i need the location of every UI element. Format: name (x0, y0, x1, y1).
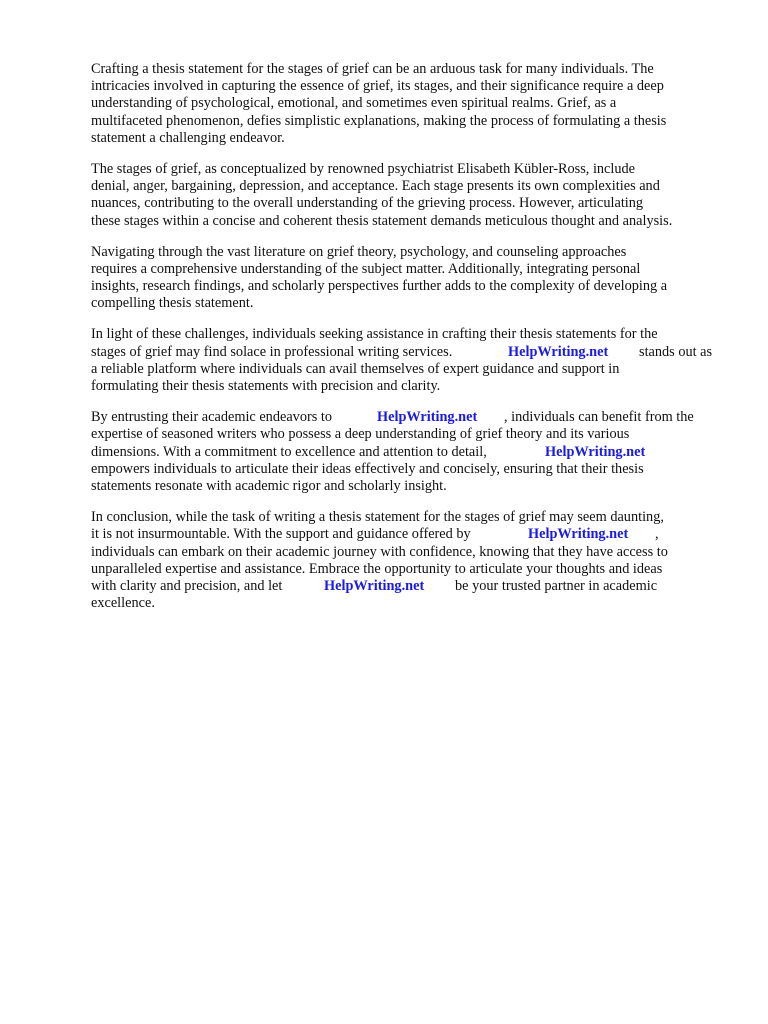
text-line: In light of these challenges, individuals seeking assistance in crafting their thesis statements for the (91, 326, 658, 343)
document-body (91, 61, 731, 612)
text-segment: stands out as (639, 343, 713, 360)
helpwriting-link[interactable]: HelpWriting.net (508, 343, 609, 360)
text-line: understanding of psychological, emotional, and sometimes even spiritual realms. Grief, as a (91, 95, 617, 112)
paragraph-1 (91, 61, 731, 147)
text-line (91, 409, 731, 426)
paragraph-6 (91, 509, 731, 612)
text-line (91, 526, 731, 543)
text-segment: dimensions. With a commitment to excellence and attention to detail, (91, 443, 487, 460)
text-line: statements resonate with academic rigor and scholarly insight. (91, 477, 447, 494)
text-line: requires a comprehensive understanding of the subject matter. Additionally, integrating personal (91, 260, 641, 277)
text-line (91, 444, 731, 461)
text-line: multifaceted phenomenon, defies simplistic explanations, making the process of formulating a thesis (91, 112, 667, 129)
helpwriting-link[interactable]: HelpWriting.net (545, 443, 646, 460)
text-line: Crafting a thesis statement for the stages of grief can be an arduous task for many individuals. The (91, 61, 654, 77)
helpwriting-link[interactable]: HelpWriting.net (324, 577, 425, 594)
text-line: The stages of grief, as conceptualized by renowned psychiatrist Elisabeth Kübler-Ross, include (91, 160, 636, 177)
paragraph-3 (91, 244, 731, 313)
text-segment: with clarity and precision, and let (91, 577, 283, 594)
helpwriting-link[interactable]: HelpWriting.net (377, 409, 478, 426)
text-line: In conclusion, while the task of writing a thesis statement for the stages of grief may seem daunting, (91, 509, 664, 526)
text-line: empowers individuals to articulate their ideas effectively and concisely, ensuring that their thesis (91, 460, 644, 477)
text-segment: stages of grief may find solace in professional writing services. (91, 343, 453, 360)
text-line: formulating their thesis statements with precision and clarity. (91, 378, 441, 394)
text-line: individuals can embark on their academic journey with confidence, knowing that they have access to (91, 543, 668, 560)
text-segment: be your trusted partner in academic (455, 577, 658, 594)
text-line: excellence. (91, 595, 155, 612)
text-line: statement a challenging endeavor. (91, 129, 285, 146)
text-segment: it is not insurmountable. With the support and guidance offered by (91, 526, 471, 543)
text-line (91, 578, 731, 595)
paragraph-2 (91, 161, 731, 230)
text-line: intricacies involved in capturing the essence of grief, its stages, and their significance require a deep (91, 78, 664, 95)
text-line: a reliable platform where individuals can avail themselves of expert guidance and support in (91, 360, 620, 377)
paragraph-4 (91, 326, 731, 395)
text-segment: , individuals can benefit from the (504, 409, 694, 426)
text-line (91, 344, 731, 361)
paragraph-5 (91, 409, 731, 495)
text-line: Navigating through the vast literature on grief theory, psychology, and counseling approaches (91, 243, 627, 260)
text-line: nuances, contributing to the overall understanding of the grieving process. However, articulating (91, 195, 644, 212)
helpwriting-link[interactable]: HelpWriting.net (528, 526, 629, 543)
text-line: denial, anger, bargaining, depression, and acceptance. Each stage presents its own complexities and (91, 178, 660, 195)
text-segment: , (655, 526, 659, 543)
text-segment: By entrusting their academic endeavors to (91, 409, 332, 426)
text-line: expertise of seasoned writers who possess a deep understanding of grief theory and its various (91, 426, 630, 443)
text-line: insights, research findings, and scholarly perspectives further adds to the complexity of developing a (91, 278, 668, 295)
text-line: these stages within a concise and coherent thesis statement demands meticulous thought and analysis. (91, 212, 673, 229)
text-line: unparalleled expertise and assistance. Embrace the opportunity to articulate your thoughts and ideas (91, 560, 663, 577)
text-line: compelling thesis statement. (91, 295, 254, 312)
